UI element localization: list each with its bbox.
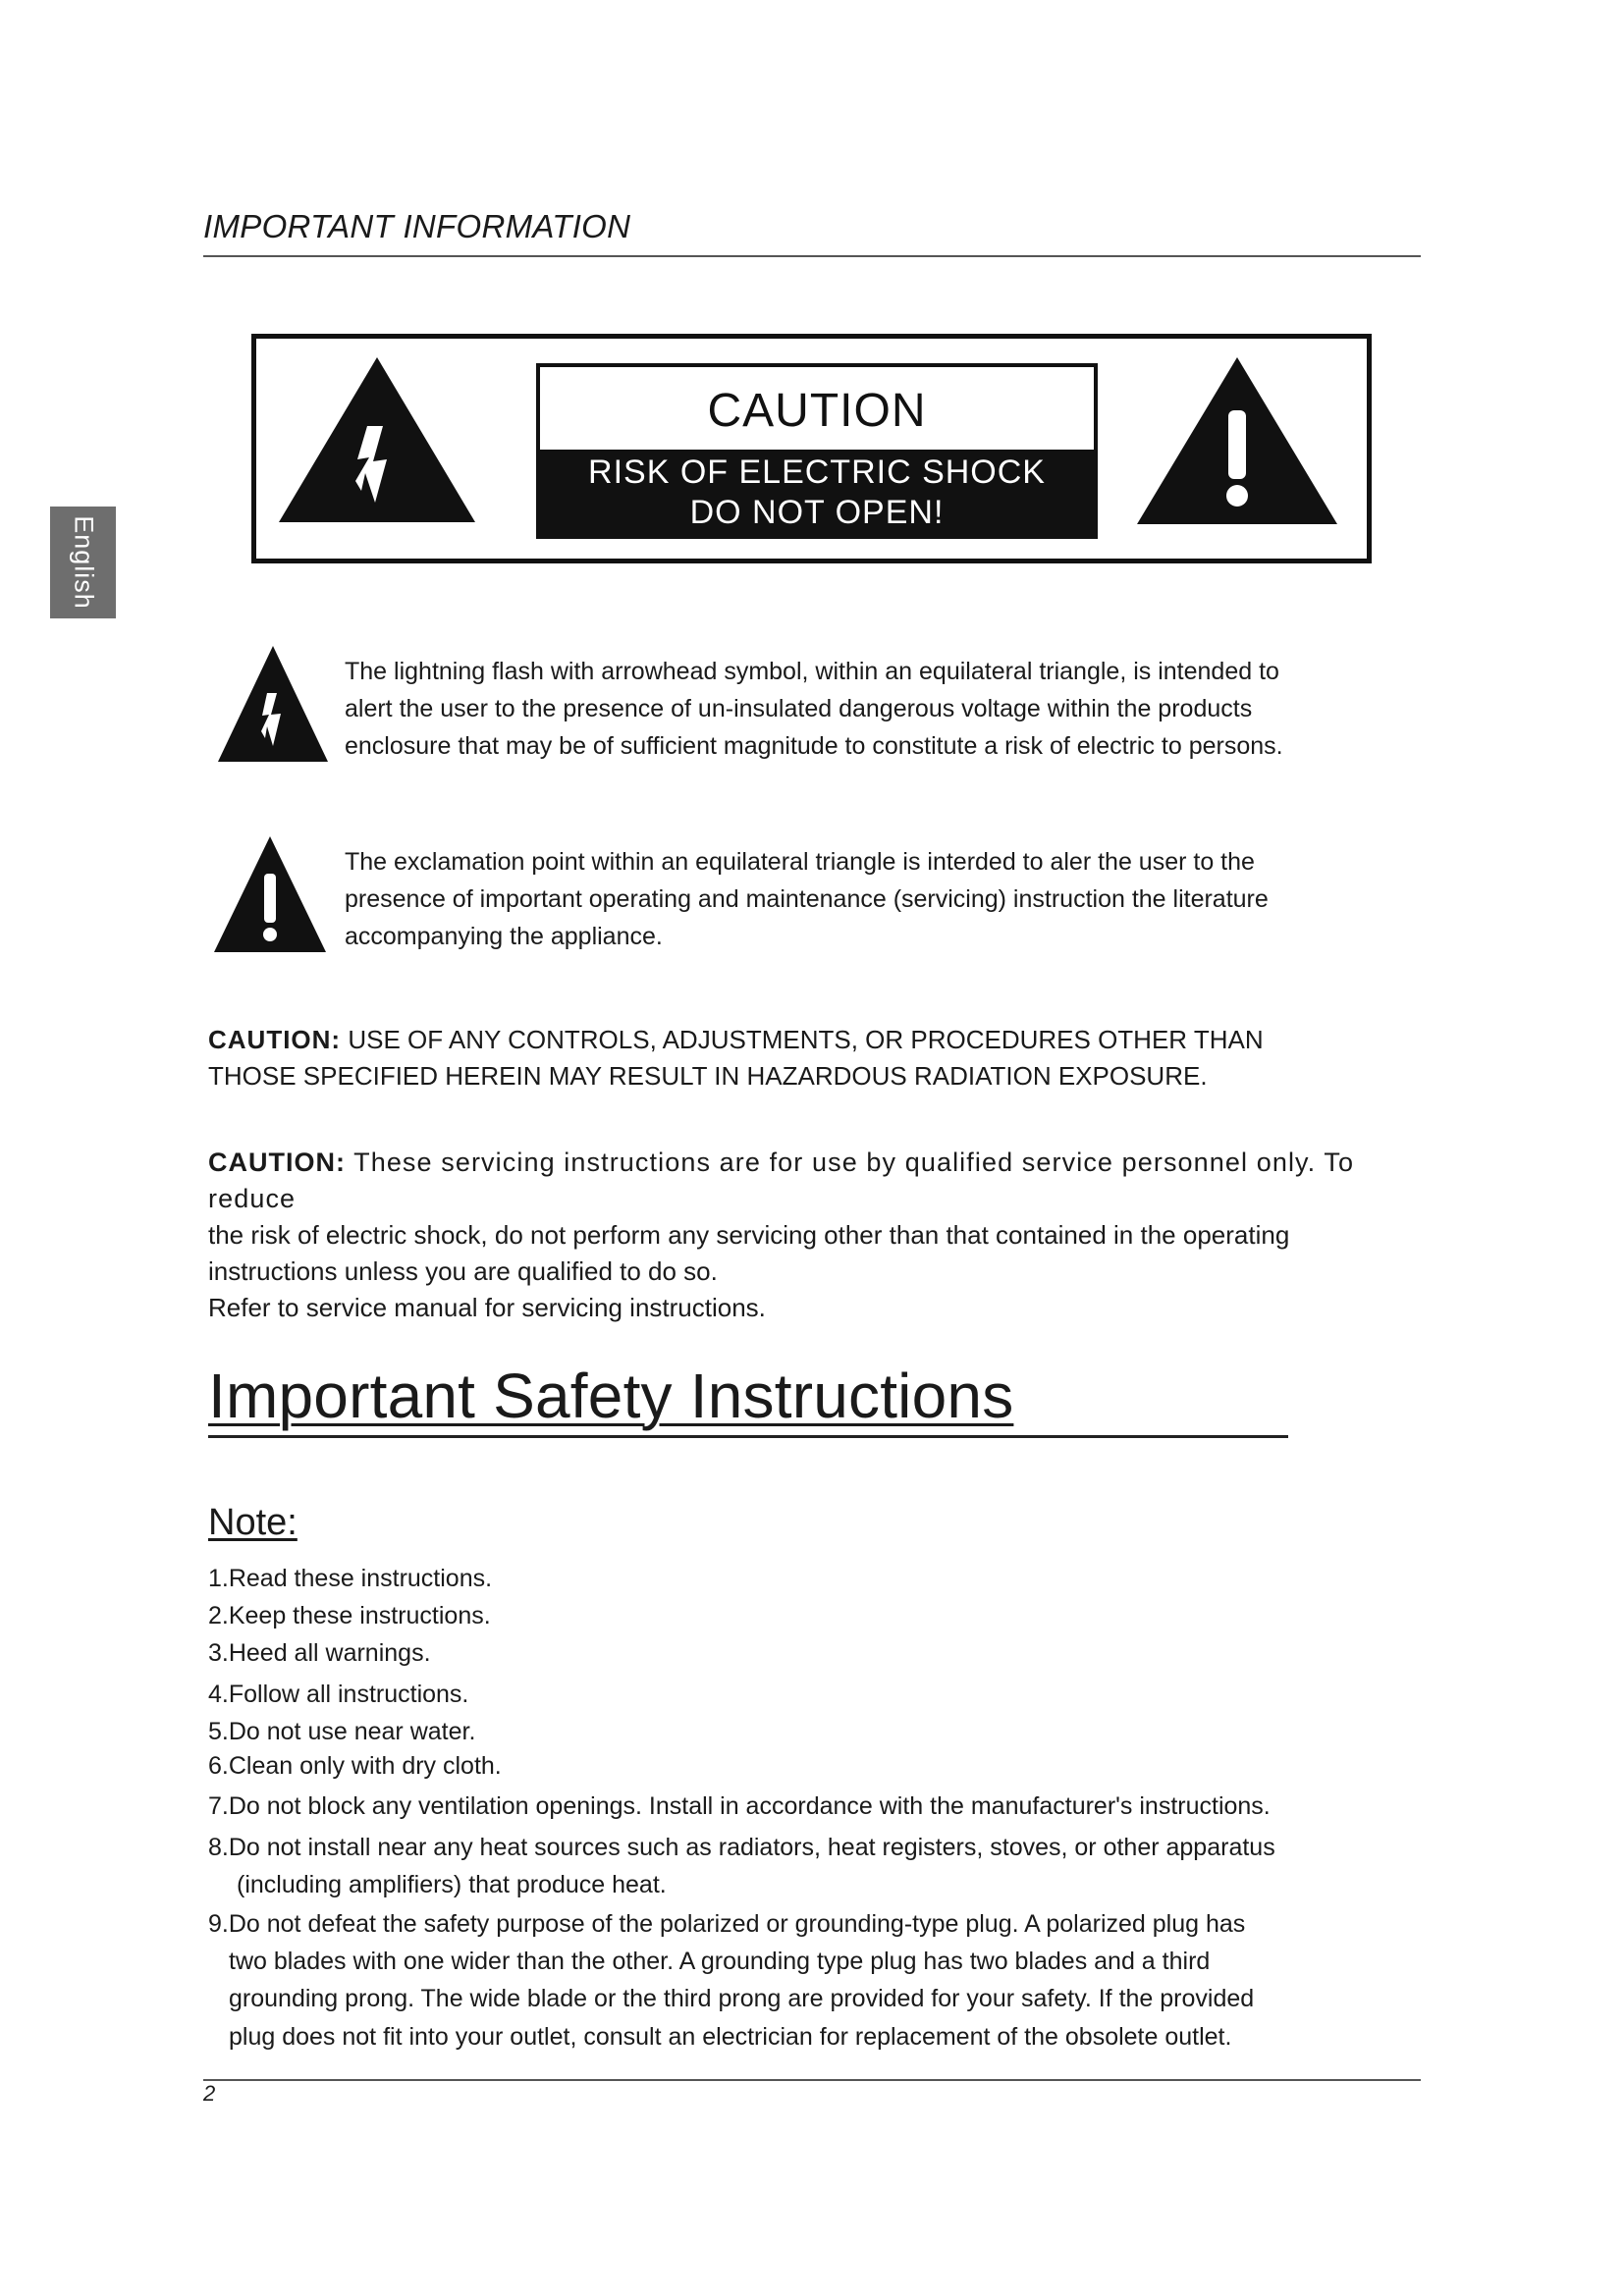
caution-servicing xyxy=(208,1145,1426,1326)
list-item: 7.Do not block any ventilation openings. Install in accordance with the manufacturer's instructions. xyxy=(208,1792,1271,1820)
caution-prefix: CAUTION: xyxy=(208,1025,342,1054)
language-tab-label: English xyxy=(69,515,98,610)
lightning-triangle-icon xyxy=(216,644,330,764)
text-line xyxy=(208,1145,1426,1217)
text-line: alert the user to the presence of un-insulated dangerous voltage within the products xyxy=(345,695,1253,722)
text-line: presence of important operating and maintenance (servicing) instruction the literature xyxy=(345,885,1269,913)
lightning-explanation xyxy=(345,653,1356,765)
list-item: 3.Heed all warnings. xyxy=(208,1639,431,1667)
exclamation-triangle-icon xyxy=(1135,355,1339,526)
list-item: 1.Read these instructions. xyxy=(208,1565,493,1592)
text-line: The lightning flash with arrowhead symbol, within an equilateral triangle, is intended to xyxy=(345,658,1279,685)
safety-title-rule xyxy=(208,1435,1288,1438)
text-line: THOSE SPECIFIED HEREIN MAY RESULT IN HAZARDOUS RADIATION EXPOSURE. xyxy=(208,1061,1208,1091)
text-line: instructions unless you are qualified to do so. xyxy=(208,1256,718,1286)
note-label: Note: xyxy=(208,1502,298,1543)
exclamation-explanation xyxy=(345,843,1356,955)
list-item-continued: grounding prong. The wide blade or the third prong are provided for your safety. If the provided xyxy=(229,1985,1255,2012)
caution-text: USE OF ANY CONTROLS, ADJUSTMENTS, OR PROCEDURES OTHER THAN xyxy=(348,1025,1264,1054)
header-rule xyxy=(203,255,1421,257)
text-line: enclosure that may be of sufficient magnitude to constitute a risk of electric to persons. xyxy=(345,732,1283,760)
text-line: the risk of electric shock, do not perform any servicing other than that contained in the operating xyxy=(208,1220,1290,1250)
list-item: 5.Do not use near water. xyxy=(208,1718,476,1745)
text-line: accompanying the appliance. xyxy=(345,923,663,950)
caution-label: CAUTION xyxy=(707,384,927,437)
page-header-title: IMPORTANT INFORMATION xyxy=(203,208,631,244)
page-number: 2 xyxy=(203,2081,216,2106)
list-item: 9.Do not defeat the safety purpose of the polarized or grounding-type plug. A polarized plug has xyxy=(208,1910,1246,1938)
list-item: 8.Do not install near any heat sources such as radiators, heat registers, stoves, or other apparatus xyxy=(208,1834,1275,1861)
text-line: Refer to service manual for servicing instructions. xyxy=(208,1293,766,1322)
list-item-continued: plug does not fit into your outlet, consult an electrician for replacement of the obsolete outlet. xyxy=(229,2023,1232,2051)
safety-title: Important Safety Instructions xyxy=(208,1361,1014,1431)
risk-label xyxy=(540,450,1094,535)
caution-label-box xyxy=(536,363,1098,539)
text-line: The exclamation point within an equilateral triangle is interded to aler the user to the xyxy=(345,848,1255,876)
risk-line-1: RISK OF ELECTRIC SHOCK xyxy=(588,453,1046,491)
caution-prefix: CAUTION: xyxy=(208,1148,346,1177)
list-item: 2.Keep these instructions. xyxy=(208,1602,491,1629)
list-item: 4.Follow all instructions. xyxy=(208,1681,469,1708)
lightning-triangle-icon xyxy=(277,355,477,524)
list-item-continued: (including amplifiers) that produce heat. xyxy=(237,1871,667,1898)
text-line xyxy=(208,1022,1426,1058)
footer-rule xyxy=(203,2079,1421,2081)
list-item: 6.Clean only with dry cloth. xyxy=(208,1752,502,1780)
risk-line-2: DO NOT OPEN! xyxy=(689,493,945,531)
language-tab xyxy=(50,507,116,618)
list-item-continued: two blades with one wider than the other. A grounding type plug has two blades and a third xyxy=(229,1948,1211,1975)
exclamation-triangle-icon xyxy=(212,834,328,954)
caution-radiation xyxy=(208,1022,1426,1095)
caution-text: These servicing instructions are for use by qualified service personnel only. To reduce xyxy=(208,1148,1355,1213)
